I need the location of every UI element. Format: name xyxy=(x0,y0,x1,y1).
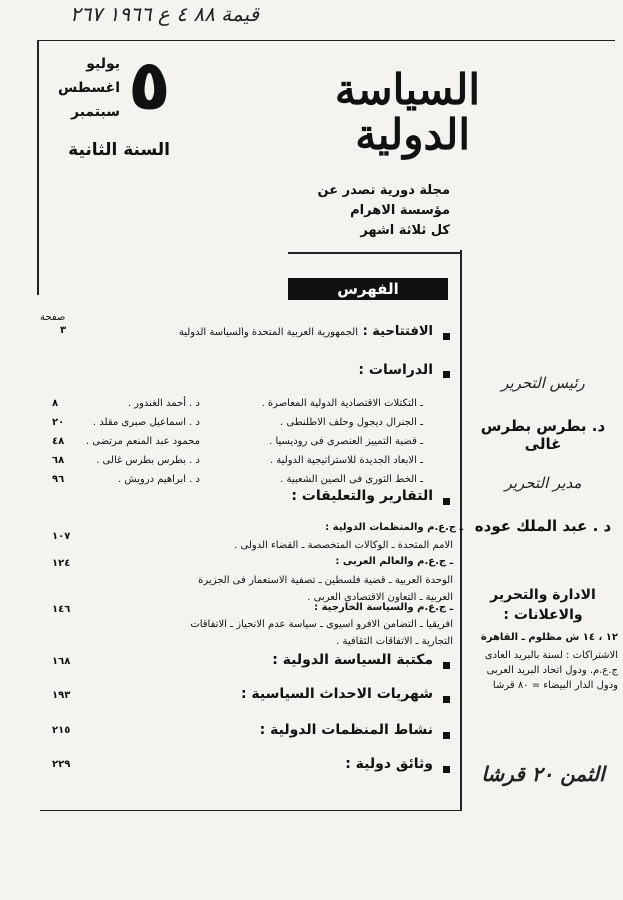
study-row xyxy=(40,398,445,414)
frame-left-line xyxy=(37,40,39,295)
report-3-detail: افريقيا ـ التضامن الافرو اسيوى ـ سياسة عدم الانحياز ـ الاتفاقات التجارية ـ الاتفاقات الثقافية . xyxy=(190,619,453,647)
report-3-heading: ـ ج.ع.م والسياسة الخارجية : xyxy=(314,602,453,613)
issue-number: ٥ xyxy=(128,44,171,126)
bullet-icon xyxy=(443,662,450,669)
study-page: ٢٠ xyxy=(52,417,65,428)
study-title: ـ الابعاد الجديدة للاستراتيجية الدولية . xyxy=(269,455,423,466)
frame-bottom xyxy=(40,810,462,811)
study-author: د . اسماعيل صبرى مقلد . xyxy=(92,417,200,428)
section-library: مكتبة السياسة الدولية : xyxy=(272,652,433,668)
study-row xyxy=(40,436,445,452)
report-1-heading: ـ ج.ع.م والمنظمات الدولية : xyxy=(325,522,463,533)
month-2: اغسطس xyxy=(57,80,120,96)
section-documents-page: ٢٢٩ xyxy=(52,759,71,770)
study-page: ٨ xyxy=(52,398,59,409)
bullet-icon xyxy=(443,732,450,739)
price: الثمن ٢٠ قرشا xyxy=(481,762,605,786)
tagline-3: كل ثلاثة اشهر xyxy=(360,223,450,238)
reports-header: التقارير والتعليقات : xyxy=(291,488,433,504)
section-organizations: نشاط المنظمات الدولية : xyxy=(259,722,433,738)
study-row xyxy=(40,417,445,433)
report-1-detail: الامم المتحدة ـ الوكالات المتخصصة ـ القضاء الدولى . xyxy=(234,540,453,551)
opening-title: الجمهورية العربية المتحدة والسياسة الدولية xyxy=(178,327,358,338)
month-3: سبتمبر xyxy=(70,104,120,120)
bullet-icon xyxy=(443,498,450,505)
manager-title: مدير التحرير xyxy=(504,474,582,492)
frame-top-line xyxy=(37,40,615,41)
manager-name: د . عبد الملك عوده xyxy=(474,517,612,535)
tagline-1: مجلة دورية تصدر عن xyxy=(317,183,450,198)
section-events: شهريات الاحداث السياسية : xyxy=(240,686,433,702)
bullet-icon xyxy=(443,333,450,340)
magazine-title-line1: السياسة xyxy=(334,65,480,114)
editor-title: رئيس التحرير xyxy=(501,374,585,392)
section-events-page: ١٩٣ xyxy=(52,690,71,701)
admin-header: الادارة والتحرير والاعلانات : xyxy=(490,587,596,623)
magazine-title-line2: الدولية xyxy=(355,110,470,159)
page-column-label: صفحة xyxy=(40,312,66,323)
study-title: ـ الخط الثورى فى الصين الشعبية . xyxy=(280,474,423,485)
report-3-page: ١٤٦ xyxy=(52,604,71,615)
bullet-icon xyxy=(443,766,450,773)
month-1: يوليو xyxy=(86,56,120,72)
year-label: السنة الثانية xyxy=(68,140,170,160)
report-1-page: ١٠٧ xyxy=(52,531,71,542)
bullet-icon xyxy=(443,371,450,378)
study-author: محمود عبد المنعم مرتضى . xyxy=(85,436,200,447)
report-2-page: ١٢٤ xyxy=(52,558,71,569)
opening-page: ٣ xyxy=(60,325,67,336)
study-page: ٤٨ xyxy=(52,436,65,447)
studies-header: الدراسات : xyxy=(358,362,433,378)
report-2-heading: ـ ج.ع.م والعالم العربى : xyxy=(335,556,453,567)
study-title: ـ الجنرال ديجول وحلف الاطلنطى . xyxy=(280,417,423,428)
study-page: ٦٨ xyxy=(52,455,65,466)
study-row xyxy=(40,455,445,471)
study-author: د . ابراهيم درويش . xyxy=(118,474,200,485)
section-documents: وثائق دولية : xyxy=(345,756,433,772)
section-organizations-page: ٢١٥ xyxy=(52,725,71,736)
study-page: ٩٦ xyxy=(52,474,65,485)
study-author: د . أحمد الغندور . xyxy=(127,398,200,409)
opening-label: الافتتاحية : xyxy=(362,324,433,339)
frame-toc-top xyxy=(288,252,462,254)
study-title: ـ التكتلات الاقتصادية الدولية المعاصرة . xyxy=(261,398,423,409)
bullet-icon xyxy=(443,696,450,703)
study-author: د . بطرس بطرس غالى . xyxy=(96,455,200,466)
tagline-2: مؤسسة الاهرام xyxy=(350,203,450,218)
editor-name: د. بطرس بطرس غالى xyxy=(480,417,606,453)
handwritten-note: قيمة ٨٨ ٤ ع ١٩٦٦ ٢٦٧ xyxy=(70,2,260,26)
address: ١٢ ، ١٤ ش مظلوم ـ القاهرة xyxy=(480,632,618,643)
report-2-detail: الوحدة العربية ـ قضية فلسطين ـ تصفية الاستعمار فى الجزيرة العربية ـ التعاون الاقتصادى العربى . xyxy=(198,575,453,603)
subscription-info: الاشتراكات : لسنة بالبريد العادى ج.ع.م. ودول اتحاد البريد العربى ودول الدار البيضاء = ٨٠ قرشا xyxy=(484,650,618,691)
study-title: ـ قضية التمييز العنصرى فى روديسيا . xyxy=(269,436,423,447)
toc-header: الفهرس xyxy=(288,278,448,300)
section-library-page: ١٦٨ xyxy=(52,656,71,667)
